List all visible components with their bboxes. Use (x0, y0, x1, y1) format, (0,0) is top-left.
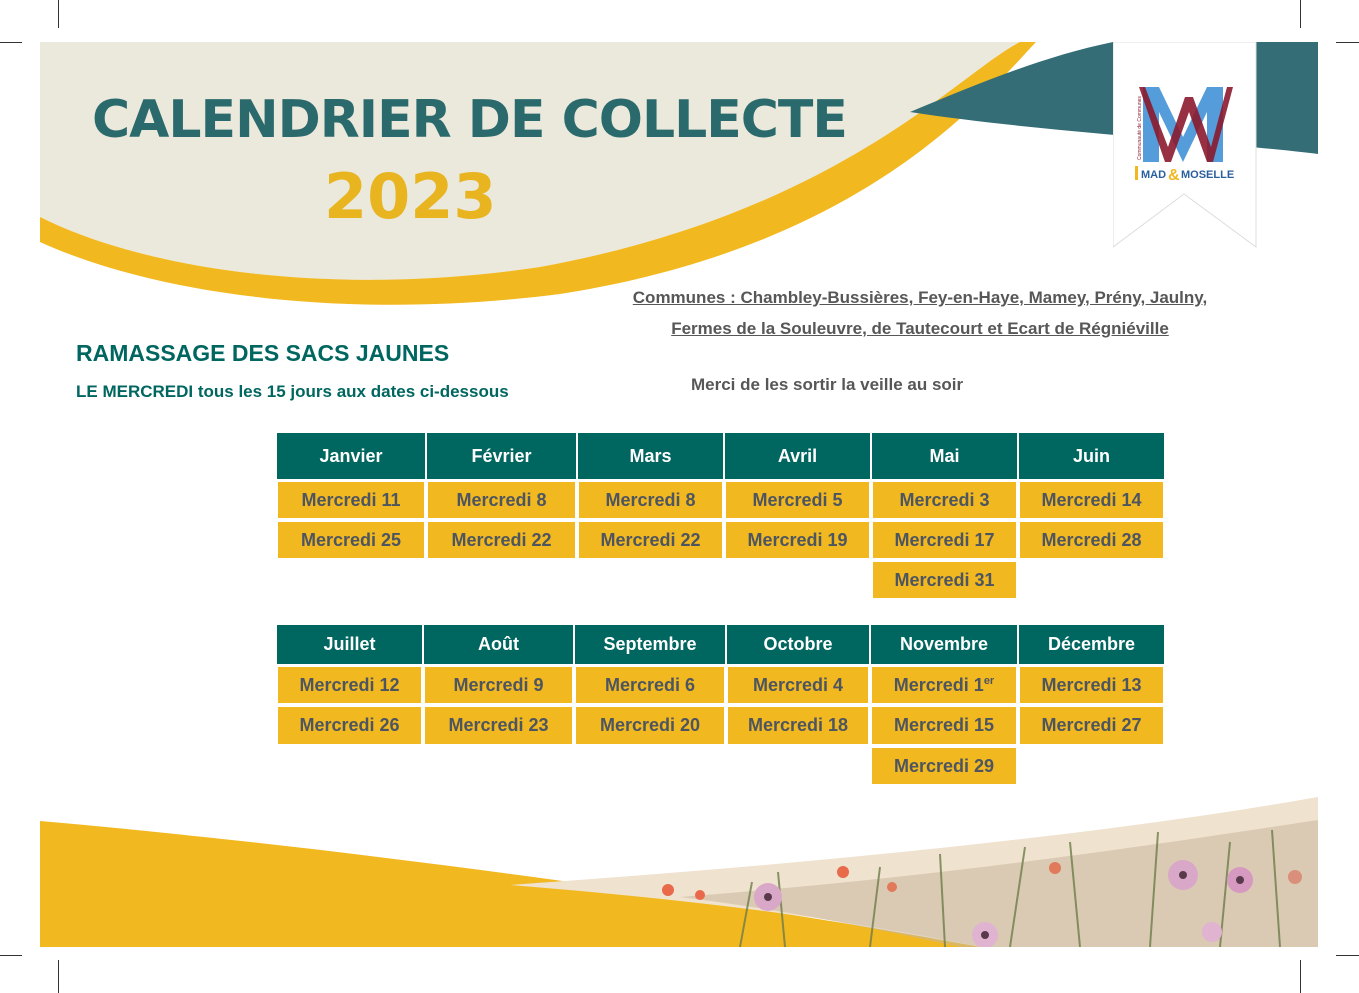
month-header: Mars (577, 432, 724, 480)
collection-date-cell: Mercredi 22 (426, 520, 577, 560)
logo-wordmark-right: MOSELLE (1181, 169, 1235, 181)
collection-date-cell: Mercredi 25 (276, 520, 426, 560)
logo-wordmark-left: MAD (1141, 169, 1167, 181)
crop-mark-top-right-h (1336, 42, 1359, 43)
collection-date-cell: Mercredi 18 (726, 705, 870, 746)
communes-line-1: Communes : Chambley-Bussières, Fey-en-Haye, Mamey, Prény, Jaulny, (632, 288, 1208, 307)
collection-date-cell: Mercredi 29 (870, 746, 1018, 786)
schedule-table-second-half (276, 624, 1166, 789)
collection-date-cell: Mercredi 17 (871, 520, 1018, 560)
collection-date-cell: Mercredi 13 (1018, 665, 1165, 705)
collection-subheading: LE MERCREDI tous les 15 jours aux dates ci-dessous (76, 382, 509, 401)
month-header: Septembre (574, 624, 726, 665)
collection-date-cell: Mercredi 14 (1018, 480, 1165, 520)
collection-date-cell: Mercredi 11 (276, 480, 426, 520)
crop-mark-bottom-right-v (1300, 960, 1301, 993)
month-header: Juin (1018, 432, 1165, 480)
communes-list (580, 282, 1260, 344)
collection-date-cell: Mercredi 5 (724, 480, 871, 520)
month-header: Décembre (1018, 624, 1165, 665)
collection-date-cell: Mercredi 31 (871, 560, 1018, 600)
collection-date-cell: Mercredi 20 (574, 705, 726, 746)
year-title: 2023 (324, 160, 497, 233)
collection-date-cell: Mercredi 23 (423, 705, 574, 746)
collection-date-cell: Mercredi 12 (276, 665, 423, 705)
crop-mark-bottom-left-v (58, 960, 59, 993)
collection-date-cell: Mercredi 9 (423, 665, 574, 705)
crop-mark-top-left-v (58, 0, 59, 28)
schedule-table-first-half (276, 432, 1166, 602)
collection-date-cell: Mercredi 8 (577, 480, 724, 520)
calendar-sheet (40, 42, 1318, 947)
collection-date-cell: Mercredi 19 (724, 520, 871, 560)
collection-date-cell: Mercredi 28 (1018, 520, 1165, 560)
collection-date-cell (870, 665, 1018, 705)
collection-date-text: Mercredi 1 (893, 674, 984, 695)
collection-date-cell: Mercredi 27 (1018, 705, 1165, 746)
communes-line-2: Fermes de la Souleuvre, de Tautecourt et Ecart de Régniéville (671, 319, 1169, 338)
month-header: Février (426, 432, 577, 480)
collection-date-cell: Mercredi 26 (276, 705, 423, 746)
collection-reminder: Merci de les sortir la veille au soir (691, 375, 964, 394)
crop-mark-top-right-v (1300, 0, 1301, 28)
month-header: Août (423, 624, 574, 665)
logo-yellow-bar (1135, 166, 1138, 180)
page-title: CALENDRIER DE COLLECTE (92, 90, 847, 150)
collection-date-cell: Mercredi 6 (574, 665, 726, 705)
month-header: Avril (724, 432, 871, 480)
ordinal-suffix: er (983, 675, 995, 687)
collection-date-cell: Mercredi 4 (726, 665, 870, 705)
logo-vertical-text: Communauté de Communes (1137, 96, 1143, 160)
collection-date-cell: Mercredi 3 (871, 480, 1018, 520)
month-header: Octobre (726, 624, 870, 665)
collection-heading: RAMASSAGE DES SACS JAUNES (76, 340, 450, 366)
month-header: Juillet (276, 624, 423, 665)
crop-mark-bottom-left-h (0, 955, 22, 956)
month-header: Janvier (276, 432, 426, 480)
collection-date-cell: Mercredi 15 (870, 705, 1018, 746)
crop-mark-top-left-h (0, 42, 22, 43)
month-header: Novembre (870, 624, 1018, 665)
crop-mark-bottom-right-h (1336, 955, 1359, 956)
logo-ampersand: & (1168, 167, 1180, 184)
month-header: Mai (871, 432, 1018, 480)
mad-moselle-logo (1113, 42, 1263, 252)
collection-date-cell: Mercredi 22 (577, 520, 724, 560)
collection-date-cell: Mercredi 8 (426, 480, 577, 520)
